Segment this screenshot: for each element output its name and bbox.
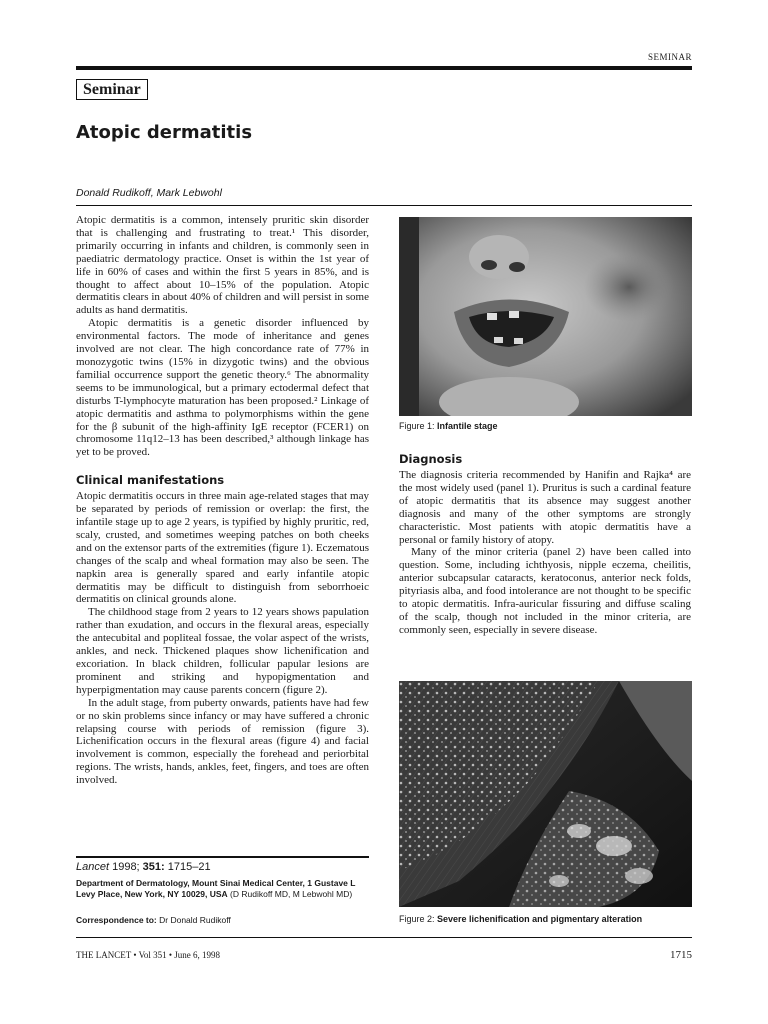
- section-badge: Seminar: [76, 79, 148, 100]
- page-number: 1715: [670, 949, 692, 961]
- affiliation-authors: (D Rudikoff MD, M Lebwohl MD): [227, 889, 353, 899]
- diagnosis-paragraph-2: Many of the minor criteria (panel 2) have been called into question. Some, including ichthyosis, nipple eczema, cheilitis, anterior subcapsular cataracts, keratoconus, anterior neck folds, pityriasis alba, and food intolerance are not thought to be specific to atopic dermatitis. Infra-auricular fissuring and diffuse scaling of the scalp, though not included in the minor criteria, are commonly seen, especially in severe disease.: [399, 546, 691, 636]
- top-rule: [76, 66, 692, 70]
- intro-paragraph-2: Atopic dermatitis is a genetic disorder influenced by environmental factors. The mode of inheritance and genes involved are not clear. The high concordance rate of 77% in monozygotic twins (15% in dizygotic twins) and the obvious familial occurrence support the genetic theory.⁶ The abnormality seems to be immunological, but a primary ectodermal defect that disturbs T-lymphocyte maturation has been proposed.² Linkage of atopic dermatitis and asthma to polymorphisms within the gene for the β subunit of the high-affinity IgE receptor (FCER1) on chromosome 11q12–13 has been described,³ although linkage has yet to be proved.: [76, 317, 369, 459]
- bottom-rule: [76, 937, 692, 938]
- affiliation: [76, 878, 369, 900]
- article-authors: Donald Rudikoff, Mark Lebwohl: [76, 187, 222, 199]
- citation-journal: Lancet: [76, 861, 110, 873]
- citation-volume: 351:: [142, 861, 165, 873]
- figure-2-caption: [399, 914, 642, 924]
- running-head: SEMINAR: [647, 52, 692, 62]
- correspondence-label: Correspondence to:: [76, 915, 157, 925]
- clinical-paragraph-1: Atopic dermatitis occurs in three main age-related stages that may be separated by periods of remission or overlap: the first, the infantile stage up to age 2 years, is typified by highly pruritic, red, scaly, crusted, and sometimes weeping patches on both cheeks and on the extensor parts of the extremities (figure 1). Eczematous changes of the scalp and wheal formation may also be seen. The napkin area is generally spared and early infantile atopic dermatitis may be difficult to distinguish from seborrhoeic dermatitis on clinical grounds alone.: [76, 490, 369, 606]
- journal-footer: THE LANCET • Vol 351 • June 6, 1998: [76, 950, 221, 960]
- figure-1-caption: [399, 421, 498, 431]
- figure-1-caption-text: Infantile stage: [437, 421, 498, 431]
- intro-paragraph-1: Atopic dermatitis is a common, intensely pruritic skin disorder that is challenging and frustrating to treat.¹ This disorder, primarily occurring in infants and children, is commonly seen in paediatric dermatology practice. Onset is within the 1st year of life in 60% of cases and within the first 5 years in 85%, and is thought to affect about 10–15% of the population. Atopic dermatitis clears in about 40% of children and will persist in some adults as hand dermatitis.: [76, 214, 369, 317]
- clinical-paragraph-3: In the adult stage, from puberty onwards, patients have had few or no skin problems since infancy or may have suffered a chronic relapsing course with periods of remission (figure 3). Lichenification occurs in the flexural areas (figure 4) and facial involvement is common, especially the forehead and periorbital regions. The wrists, hands, ankles, feet, fingers, and toes are often involved.: [76, 696, 369, 787]
- diagnosis-heading: Diagnosis: [399, 452, 463, 466]
- title-rule: [76, 205, 692, 206]
- figure-2-caption-label: Figure 2:: [399, 914, 438, 924]
- right-column: [399, 452, 691, 637]
- diagnosis-paragraph-1: The diagnosis criteria recommended by Hanifin and Rajka⁴ are the most widely used (panel 1). Pruritus is such a cardinal feature of atopic dermatitis that its absence may suggest another diagnosis and many of the other symptoms are strongly characteristic. Most patients with atopic dermatitis have a personal or family history of atopy.: [399, 469, 691, 546]
- citation-pages: 1715–21: [164, 861, 211, 873]
- figure-2-caption-text: Severe lichenification and pigmentary alteration: [437, 914, 643, 924]
- affiliation-address: Department of Dermatology, Mount Sinai Medical Center, 1 Gustave L Levy Place, New York, NY 10029, USA: [76, 878, 356, 899]
- clinical-paragraph-2: The childhood stage from 2 years to 12 years shows papulation rather than exudation, and occurs in the flexural areas, especially the antecubital and popliteal fossae, the volar aspect of the wrists, ankles, and neck. Thickened plaques show lichenification and excoriation. In black children, follicular papular lesions are prominent and striking and hypopigmentation and hyperpigmentation may cause parents concern (figure 2).: [76, 606, 369, 696]
- correspondence: [76, 915, 231, 925]
- clinical-heading: Clinical manifestations: [76, 473, 225, 488]
- left-column: [76, 214, 369, 787]
- footnote-rule: [76, 856, 369, 858]
- article-title: Atopic dermatitis: [76, 122, 253, 143]
- citation: [76, 861, 211, 873]
- citation-year: 1998;: [109, 861, 143, 873]
- figure-2-photo: [399, 681, 692, 907]
- figure-1-caption-label: Figure 1:: [399, 421, 438, 431]
- correspondence-name: Dr Donald Rudikoff: [156, 915, 231, 925]
- figure-1-photo: [399, 217, 692, 416]
